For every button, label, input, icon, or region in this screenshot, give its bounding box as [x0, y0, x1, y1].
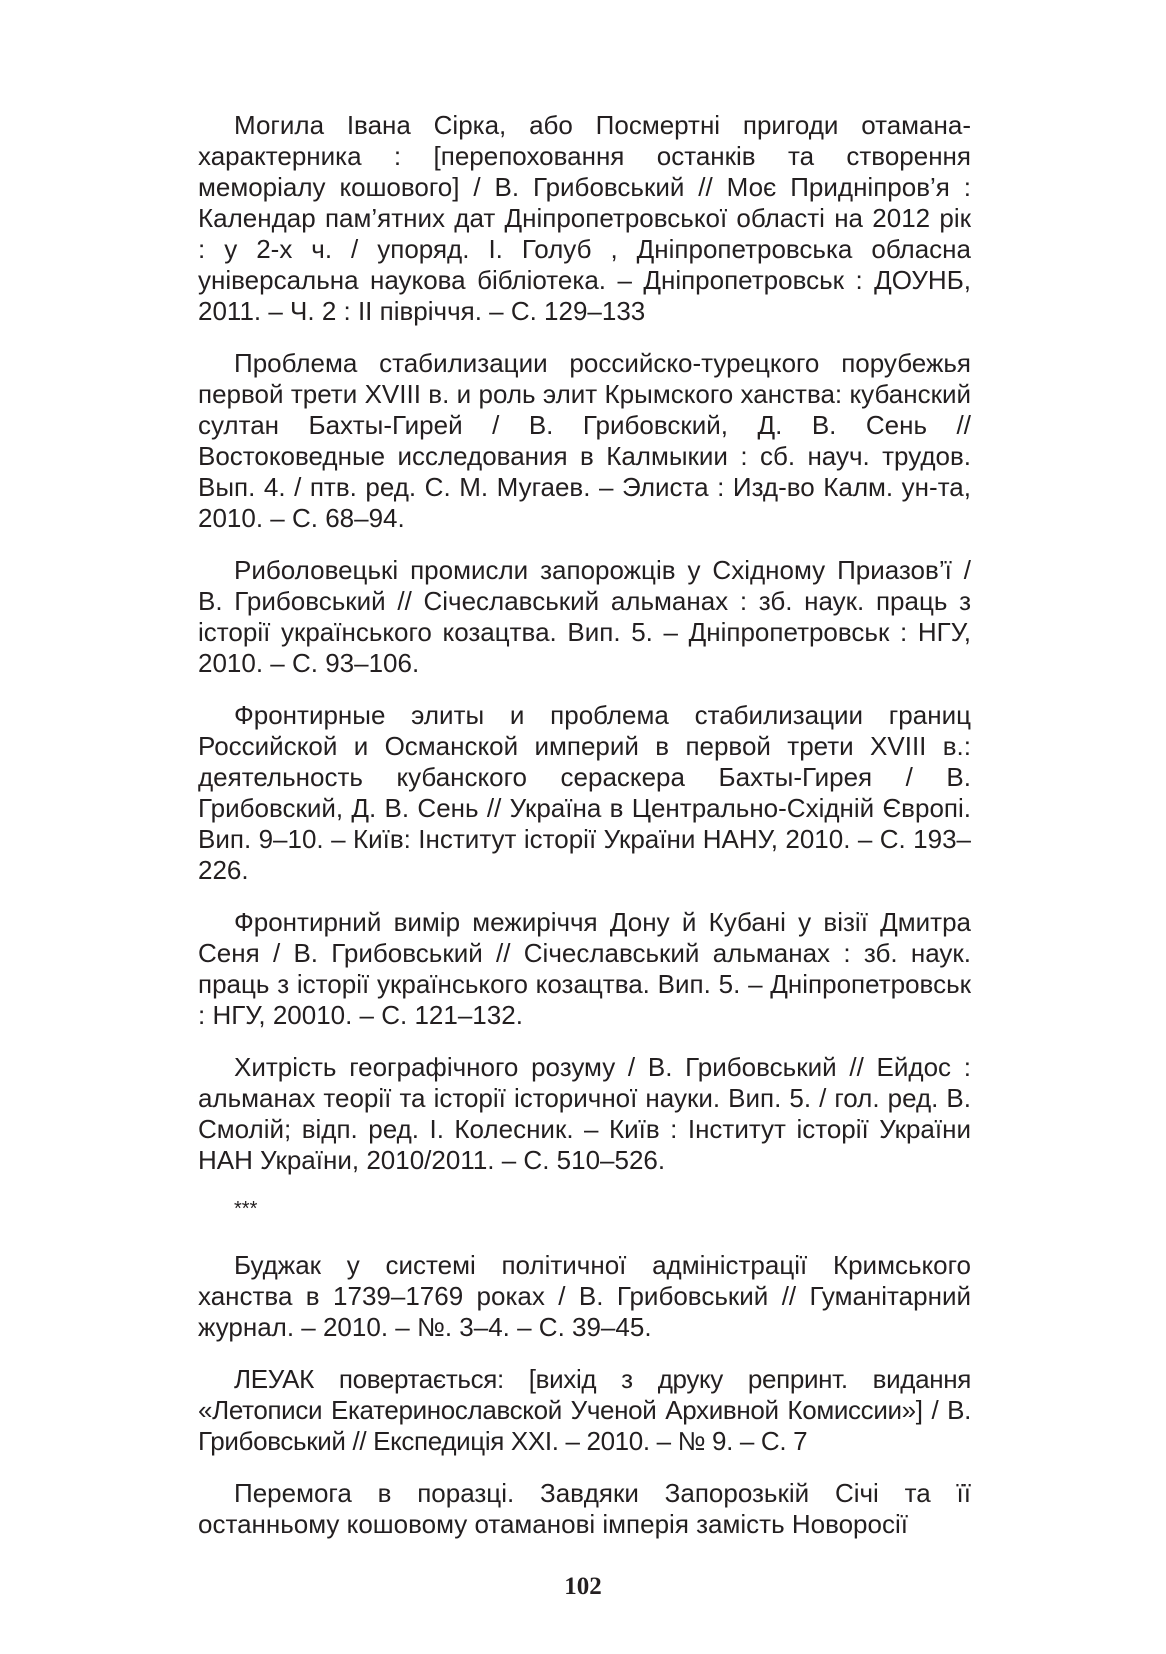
- page-number: 102: [564, 1573, 602, 1600]
- bibliography-entry: Могила Івана Сірка, або Посмертні пригоди отамана-характерника : [перепоховання останків та створення меморіалу кошового] / В. Грибовський // Моє Придніпров’я : Календар пам’ятних дат Дніпропетровської області на 2012 рік : у 2-х ч. / упоряд. І. Голуб , Дніпропетровська обласна універсальна наукова бібліотека. – Дніпропетровськ : ДОУНБ, 2011. – Ч. 2 : ІІ півріччя. – С. 129–133: [198, 110, 971, 326]
- bibliography-entry: Фронтирные элиты и проблема стабилизации границ Российской и Османской империй в первой трети XVIII в.: деятельность кубанского сераскера Бахты-Гирея / В. Грибовский, Д. В. Сень // Україна в Центрально-Східній Європі. Вип. 9–10. – Київ: Інститут історії України НАНУ, 2010. – С. 193–226.: [198, 700, 971, 885]
- bibliography-entry: Перемога в поразці. Завдяки Запорозькій Січі та її останньому кошовому отаманові імперія замість Новоросії: [198, 1478, 971, 1539]
- bibliography-entry: Хитрість географічного розуму / В. Грибовський // Ейдос : альманах теорії та історії історичної науки. Вип. 5. / гол. ред. В. Смолій; відп. ред. І. Колесник. – Київ : Інститут історії України НАН України, 2010/2011. – С. 510–526.: [198, 1052, 971, 1175]
- bibliography-entry: Риболовецькі промисли запорожців у Східному Приазов’ї / В. Грибовський // Січеславський альманах : зб. наук. праць з історії українського козацтва. Вип. 5. – Дніпропетровськ : НГУ, 2010. – С. 93–106.: [198, 555, 971, 678]
- bibliography-entry: Проблема стабилизации российско-турецкого порубежья первой трети XVIII в. и роль элит Крымского ханства: кубанский султан Бахты-Гирей / В. Грибовский, Д. В. Сень // Востоковедные исследования в Калмыкии : сб. науч. трудов. Вып. 4. / птв. ред. С. М. Мугаев. – Элиста : Изд-во Калм. ун-та, 2010. – С. 68–94.: [198, 348, 971, 533]
- bibliography-page: [198, 110, 971, 1561]
- bibliography-entry: ЛЕУАК повертається: [вихід з друку репринт. видання «Летописи Екатеринославской Ученой Архивной Комиссии»] / В. Грибовський // Експедиція XXI. – 2010. – № 9. – С. 7: [198, 1364, 971, 1456]
- section-separator: ***: [234, 1198, 258, 1220]
- bibliography-entry: Фронтирний вимір межиріччя Дону й Кубані у візії Дмитра Сеня / В. Грибовський // Січеславський альманах : зб. наук. праць з історії українського козацтва. Вип. 5. – Дніпропетровськ : НГУ, 20010. – С. 121–132.: [198, 907, 971, 1030]
- bibliography-entry: Буджак у системі політичної адміністрації Кримського ханства в 1739–1769 роках / В. Грибовський // Гуманітарний журнал. – 2010. – №. 3–4. – С. 39–45.: [198, 1250, 971, 1342]
